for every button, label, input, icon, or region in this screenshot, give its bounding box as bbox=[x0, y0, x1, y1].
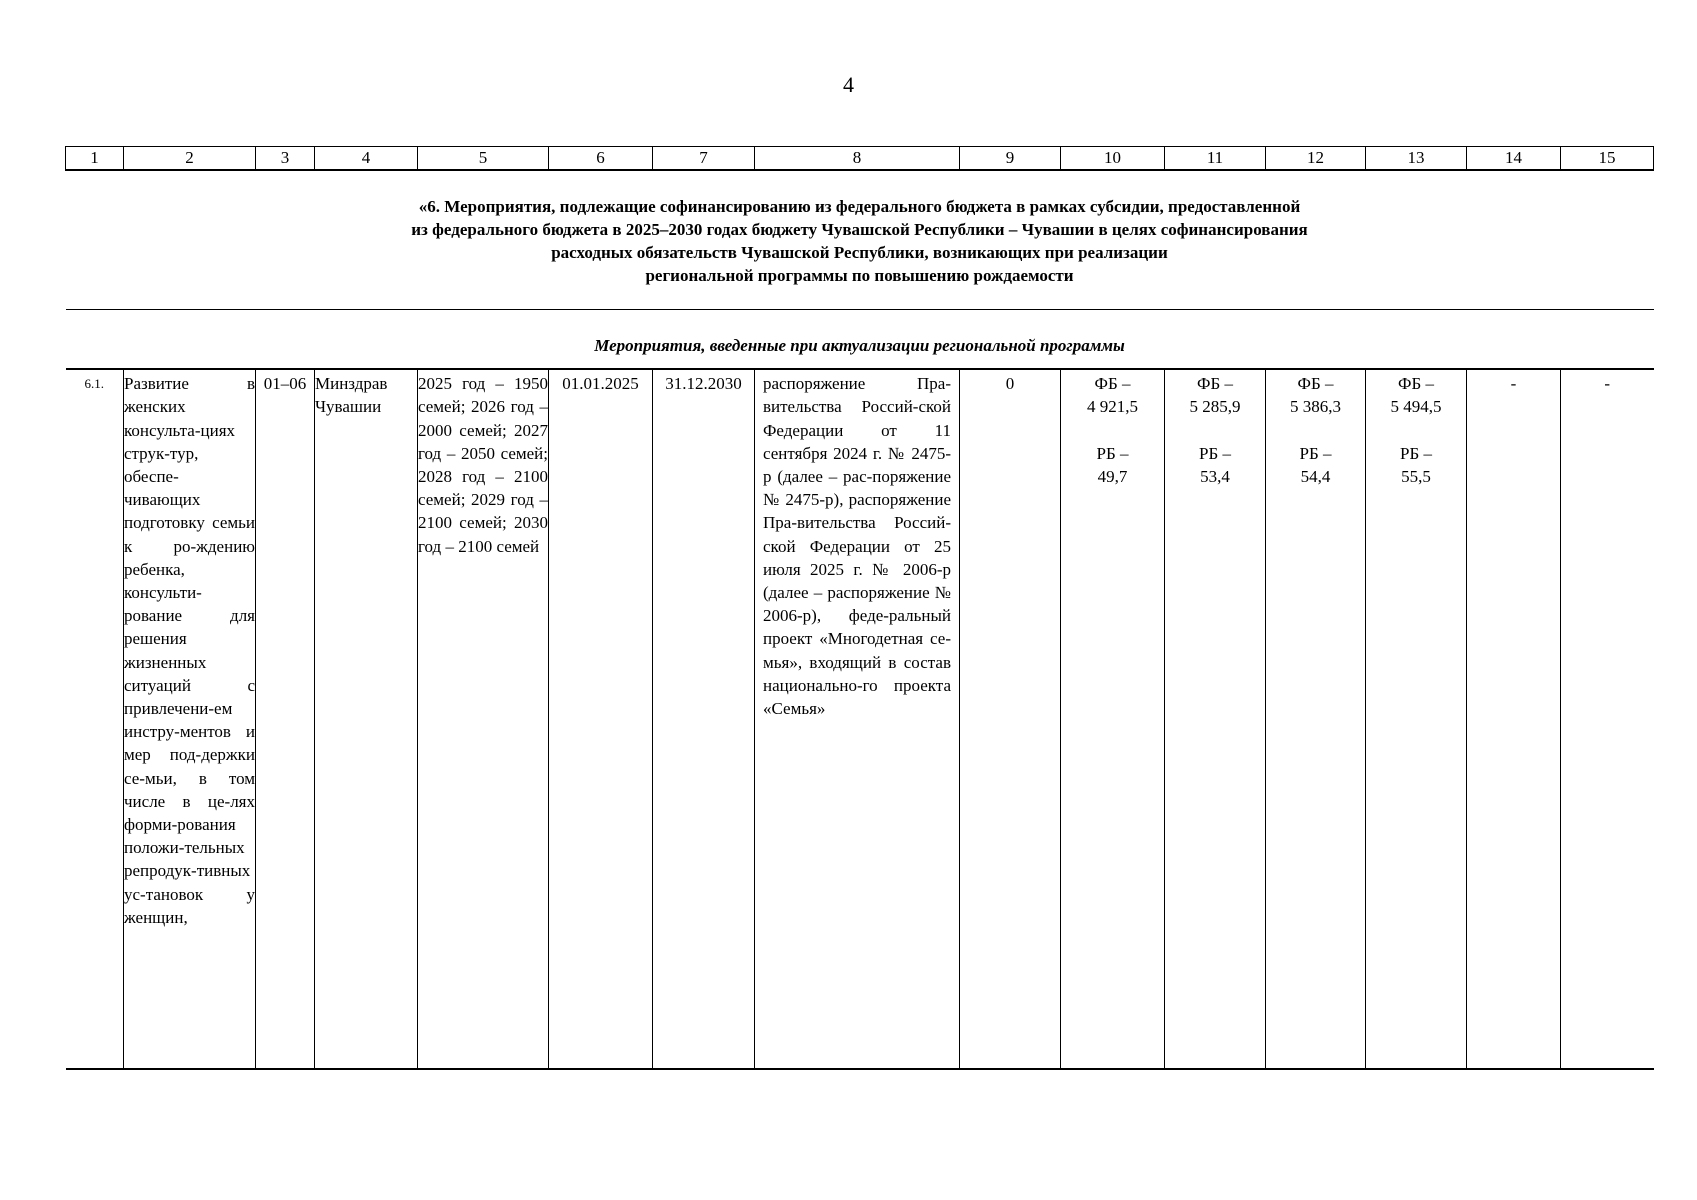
fb-label: ФБ – bbox=[1398, 374, 1434, 394]
section-heading-row bbox=[66, 170, 1654, 310]
fb-label: ФБ – bbox=[1094, 374, 1131, 394]
rb-label: РБ – bbox=[1299, 443, 1332, 463]
legal-basis: распоряжение Пра-вительства Россий-ской Федерации от 11 сентября 2024 г. № 2475-р (далее – рас-поряжение № 2475-р), распоряжение Пра-вительства Россий-ской Федерации от 25 июля 2025 г. № 2006-р (далее – распоряжение № 2006-р), феде-ральный проект «Многодетная се-мья», входящий в состав национально-го проекта «Семья» bbox=[755, 369, 960, 1069]
section-title: «6. Мероприятия, подлежащие софинансированию из федерального бюджета в рамках субсидии, предоставленной из федерального бюджета в 2025–2030 годах бюджету Чувашской Республики – Чувашии в целях софинансирования расходных обязательств Чувашской Республики, возникающих при реализации региональной программы по повышению рождаемости bbox=[411, 197, 1308, 285]
end-date: 31.12.2030 bbox=[653, 369, 755, 1069]
fb-value: 4 921,5 bbox=[1087, 397, 1138, 417]
rb-label: РБ – bbox=[1199, 443, 1231, 463]
funding-cell bbox=[1061, 369, 1165, 1069]
measure-name: Развитие в женских консульта-циях струк-тур, обеспе-чивающих подготовку семьи к ро-ждению ребенка, консульти-рование для решения жизненных ситуаций с привлечени-ем инстру-ментов и мер под-держки се-мьи, в том числе в це-лях форми-рования положи-тельных репродук-тивных ус-тановок у женщин, bbox=[124, 369, 256, 1069]
rb-value: 49,7 bbox=[1097, 466, 1128, 486]
measure-code: 01–06 bbox=[256, 369, 315, 1069]
page-number: 4 bbox=[843, 72, 854, 97]
funding-cell bbox=[1366, 369, 1467, 1069]
rb-value: 53,4 bbox=[1200, 466, 1230, 486]
table-row bbox=[66, 369, 1654, 1069]
rb-value: 54,4 bbox=[1300, 466, 1331, 486]
column-number: 15 bbox=[1561, 147, 1654, 171]
rb-label: РБ – bbox=[1096, 443, 1129, 463]
row-number: 6.1. bbox=[66, 369, 124, 1069]
executor: Минздрав Чувашии bbox=[315, 369, 418, 1069]
column-number: 9 bbox=[960, 147, 1061, 171]
column-number: 6 bbox=[549, 147, 653, 171]
subsection-title: Мероприятия, введенные при актуализации региональной программы bbox=[594, 336, 1125, 355]
subsection-heading-row bbox=[66, 310, 1654, 370]
fb-value: 5 494,5 bbox=[1390, 397, 1442, 417]
column-number: 4 bbox=[315, 147, 418, 171]
column-number: 2 bbox=[124, 147, 256, 171]
column-number: 3 bbox=[256, 147, 315, 171]
column-number: 10 bbox=[1061, 147, 1165, 171]
funding-cell bbox=[1165, 369, 1266, 1069]
rb-value: 55,5 bbox=[1401, 466, 1431, 486]
fb-label: ФБ – bbox=[1197, 374, 1233, 394]
indicator-values: 2025 год – 1950 семей; 2026 год – 2000 семей; 2027 год – 2050 семей; 2028 год – 2100 семей; 2029 год – 2100 семей; 2030 год – 2100 семей bbox=[418, 369, 549, 1069]
column-number: 7 bbox=[653, 147, 755, 171]
fb-value: 5 285,9 bbox=[1189, 397, 1241, 417]
column-number-row bbox=[66, 147, 1654, 171]
column-9-value: 0 bbox=[960, 369, 1061, 1069]
column-number: 14 bbox=[1467, 147, 1561, 171]
fb-value: 5 386,3 bbox=[1290, 397, 1341, 417]
start-date: 01.01.2025 bbox=[549, 369, 653, 1069]
column-number: 5 bbox=[418, 147, 549, 171]
column-14-value: - bbox=[1467, 369, 1561, 1069]
column-number: 13 bbox=[1366, 147, 1467, 171]
fb-label: ФБ – bbox=[1297, 374, 1334, 394]
column-number: 1 bbox=[66, 147, 124, 171]
column-number: 8 bbox=[755, 147, 960, 171]
column-number: 12 bbox=[1266, 147, 1366, 171]
program-table bbox=[65, 146, 1654, 1070]
column-number: 11 bbox=[1165, 147, 1266, 171]
column-15-value: - bbox=[1561, 369, 1654, 1069]
funding-cell bbox=[1266, 369, 1366, 1069]
rb-label: РБ – bbox=[1400, 443, 1432, 463]
